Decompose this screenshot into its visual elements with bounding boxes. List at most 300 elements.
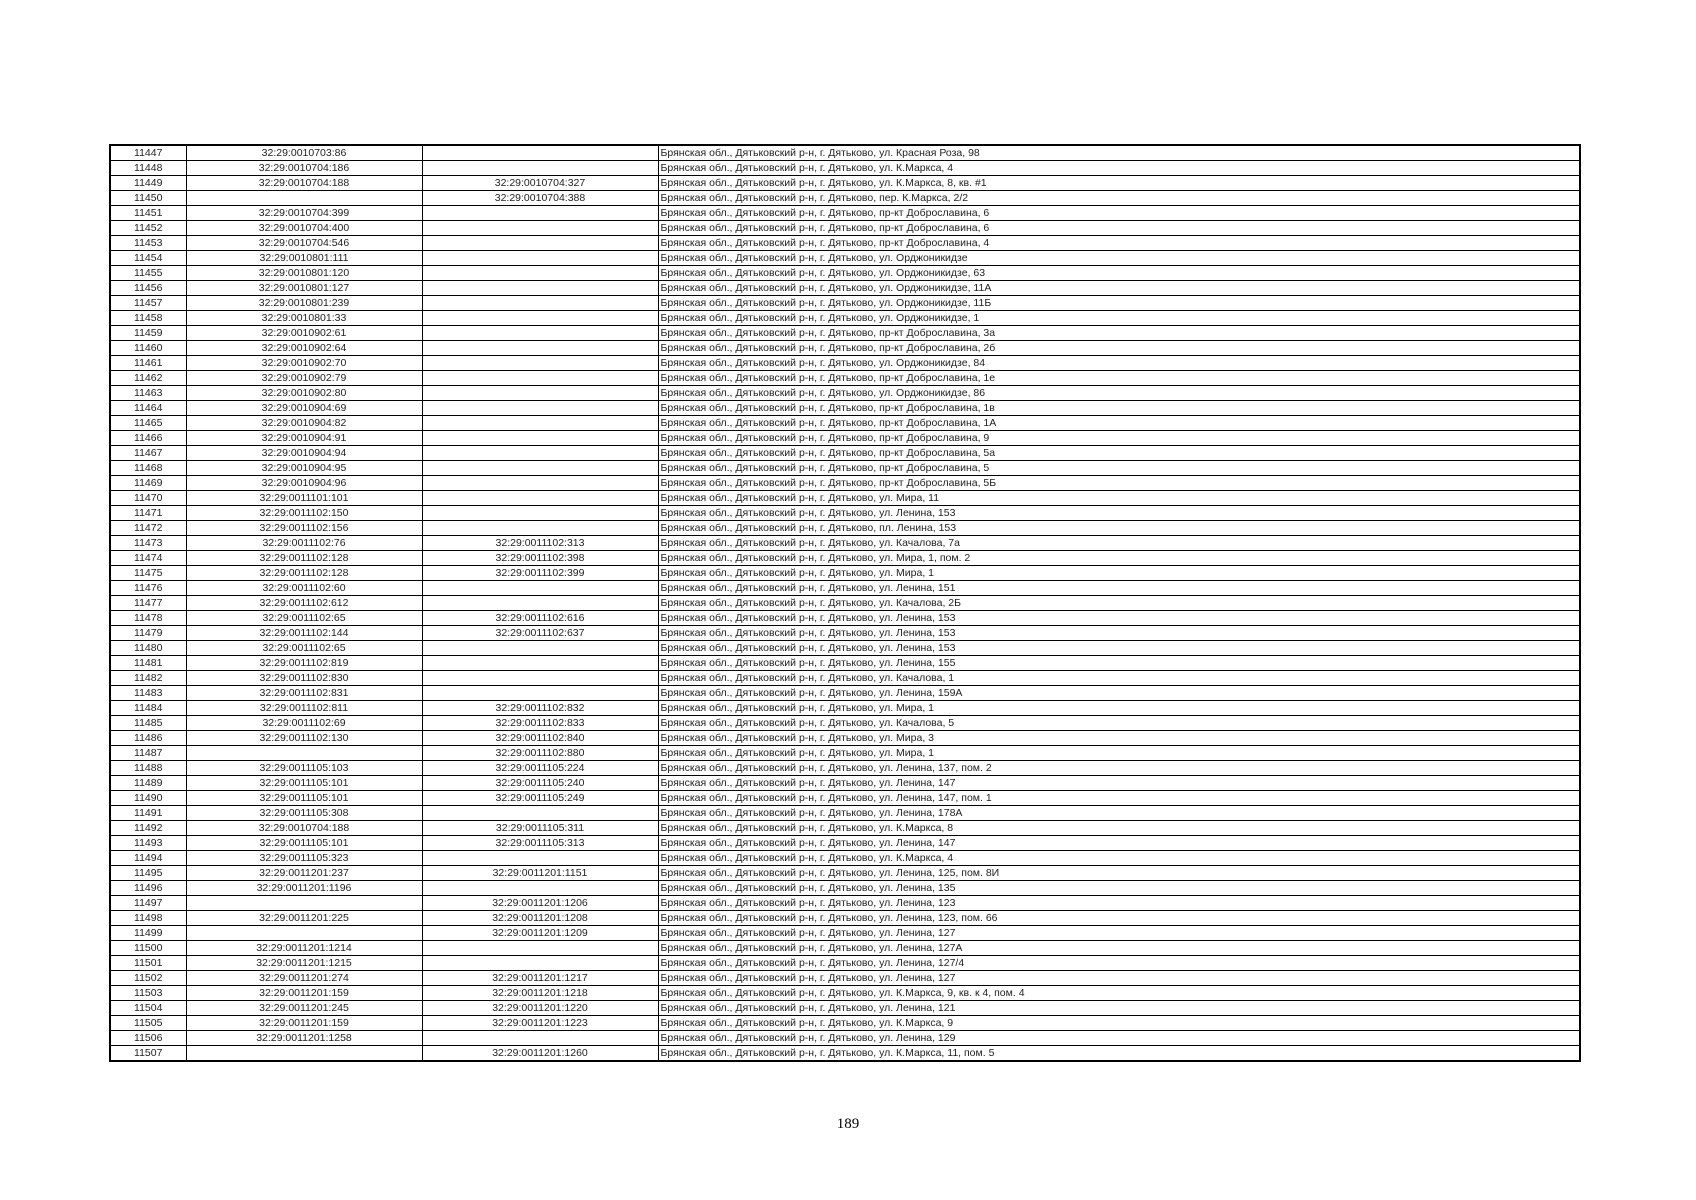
table-row [110, 1031, 1580, 1046]
address-cell: Брянская обл., Дятьковский р-н, г. Дятьково, ул. Мира, 1 [658, 746, 1580, 761]
address-cell: Брянская обл., Дятьковский р-н, г. Дятьково, пр-кт Доброславина, 5а [658, 446, 1580, 461]
object-cadastral-number-cell [422, 326, 658, 341]
row-number-cell: 11466 [110, 431, 186, 446]
object-cadastral-number-cell [422, 296, 658, 311]
address-cell: Брянская обл., Дятьковский р-н, г. Дятьково, пр-кт Доброславина, 9 [658, 431, 1580, 446]
address-cell: Брянская обл., Дятьковский р-н, г. Дятьково, пр-кт Доброславина, 2б [658, 341, 1580, 356]
object-cadastral-number-cell: 32:29:0011201:1223 [422, 1016, 658, 1031]
table-row [110, 266, 1580, 281]
object-cadastral-number-cell [422, 956, 658, 971]
address-cell: Брянская обл., Дятьковский р-н, г. Дятьково, пр-кт Доброславина, 1А [658, 416, 1580, 431]
object-cadastral-number-cell [422, 656, 658, 671]
address-cell: Брянская обл., Дятьковский р-н, г. Дятьково, ул. Ленина, 127 [658, 971, 1580, 986]
table-row [110, 356, 1580, 371]
row-number-cell: 11481 [110, 656, 186, 671]
address-cell: Брянская обл., Дятьковский р-н, г. Дятьково, ул. Ленина, 135 [658, 881, 1580, 896]
cadastral-number-cell: 32:29:0010904:94 [186, 446, 422, 461]
row-number-cell: 11467 [110, 446, 186, 461]
cadastral-number-cell: 32:29:0010704:188 [186, 821, 422, 836]
row-number-cell: 11457 [110, 296, 186, 311]
cadastral-number-cell: 32:29:0010904:82 [186, 416, 422, 431]
table-row [110, 971, 1580, 986]
row-number-cell: 11473 [110, 536, 186, 551]
address-cell: Брянская обл., Дятьковский р-н, г. Дятьково, ул. Ленина, 129 [658, 1031, 1580, 1046]
object-cadastral-number-cell [422, 446, 658, 461]
table-row [110, 386, 1580, 401]
table-row [110, 1046, 1580, 1062]
cadastral-number-cell: 32:29:0011201:1258 [186, 1031, 422, 1046]
cadastral-number-cell [186, 746, 422, 761]
address-cell: Брянская обл., Дятьковский р-н, г. Дятьково, пр-кт Доброславина, 6 [658, 206, 1580, 221]
cadastral-number-cell: 32:29:0011102:76 [186, 536, 422, 551]
address-cell: Брянская обл., Дятьковский р-н, г. Дятьково, ул. Ленина, 125, пом. 8И [658, 866, 1580, 881]
row-number-cell: 11495 [110, 866, 186, 881]
object-cadastral-number-cell: 32:29:0011105:311 [422, 821, 658, 836]
address-cell: Брянская обл., Дятьковский р-н, г. Дятьково, ул. К.Маркса, 8 [658, 821, 1580, 836]
row-number-cell: 11479 [110, 626, 186, 641]
cadastral-number-cell: 32:29:0011201:159 [186, 1016, 422, 1031]
row-number-cell: 11474 [110, 551, 186, 566]
table-row [110, 341, 1580, 356]
table-row [110, 1016, 1580, 1031]
address-cell: Брянская обл., Дятьковский р-н, г. Дятьково, ул. Орджоникидзе, 63 [658, 266, 1580, 281]
row-number-cell: 11463 [110, 386, 186, 401]
row-number-cell: 11468 [110, 461, 186, 476]
row-number-cell: 11475 [110, 566, 186, 581]
address-cell: Брянская обл., Дятьковский р-н, г. Дятьково, ул. Ленина, 123 [658, 896, 1580, 911]
cadastral-number-cell: 32:29:0011102:831 [186, 686, 422, 701]
object-cadastral-number-cell: 32:29:0011201:1206 [422, 896, 658, 911]
table-row [110, 311, 1580, 326]
object-cadastral-number-cell: 32:29:0011201:1260 [422, 1046, 658, 1062]
row-number-cell: 11478 [110, 611, 186, 626]
row-number-cell: 11488 [110, 761, 186, 776]
cadastral-number-cell: 32:29:0011201:159 [186, 986, 422, 1001]
address-cell: Брянская обл., Дятьковский р-н, г. Дятьково, ул. К.Маркса, 4 [658, 851, 1580, 866]
address-cell: Брянская обл., Дятьковский р-н, г. Дятьково, ул. Ленина, 178А [658, 806, 1580, 821]
object-cadastral-number-cell [422, 431, 658, 446]
row-number-cell: 11493 [110, 836, 186, 851]
table-row [110, 656, 1580, 671]
table-row [110, 176, 1580, 191]
row-number-cell: 11453 [110, 236, 186, 251]
table-row [110, 836, 1580, 851]
row-number-cell: 11492 [110, 821, 186, 836]
page-number: 189 [836, 1116, 860, 1132]
address-cell: Брянская обл., Дятьковский р-н, г. Дятьково, пл. Ленина, 153 [658, 521, 1580, 536]
object-cadastral-number-cell: 32:29:0011201:1220 [422, 1001, 658, 1016]
address-cell: Брянская обл., Дятьковский р-н, г. Дятьково, ул. Ленина, 127А [658, 941, 1580, 956]
row-number-cell: 11472 [110, 521, 186, 536]
object-cadastral-number-cell [422, 1031, 658, 1046]
object-cadastral-number-cell [422, 506, 658, 521]
cadastral-number-cell: 32:29:0011102:819 [186, 656, 422, 671]
table-row [110, 161, 1580, 176]
cadastral-number-cell: 32:29:0010704:186 [186, 161, 422, 176]
address-cell: Брянская обл., Дятьковский р-н, г. Дятьково, ул. Орджоникидзе, 11А [658, 281, 1580, 296]
address-cell: Брянская обл., Дятьковский р-н, г. Дятьково, ул. Ленина, 147 [658, 836, 1580, 851]
address-cell: Брянская обл., Дятьковский р-н, г. Дятьково, ул. Ленина, 153 [658, 626, 1580, 641]
object-cadastral-number-cell: 32:29:0011102:637 [422, 626, 658, 641]
table-row [110, 731, 1580, 746]
row-number-cell: 11456 [110, 281, 186, 296]
address-cell: Брянская обл., Дятьковский р-н, г. Дятьково, ул. Ленина, 155 [658, 656, 1580, 671]
address-cell: Брянская обл., Дятьковский р-н, г. Дятьково, ул. Качалова, 5 [658, 716, 1580, 731]
object-cadastral-number-cell: 32:29:0011102:616 [422, 611, 658, 626]
address-cell: Брянская обл., Дятьковский р-н, г. Дятьково, пр-кт Доброславина, 4 [658, 236, 1580, 251]
address-cell: Брянская обл., Дятьковский р-н, г. Дятьково, ул. К.Маркса, 9 [658, 1016, 1580, 1031]
table-row [110, 145, 1580, 161]
address-cell: Брянская обл., Дятьковский р-н, г. Дятьково, ул. Орджоникидзе, 84 [658, 356, 1580, 371]
object-cadastral-number-cell [422, 371, 658, 386]
table-row [110, 371, 1580, 386]
table-row [110, 1001, 1580, 1016]
table-row [110, 611, 1580, 626]
table-row [110, 191, 1580, 206]
row-number-cell: 11459 [110, 326, 186, 341]
address-cell: Брянская обл., Дятьковский р-н, г. Дятьково, ул. К.Маркса, 9, кв. к 4, пом. 4 [658, 986, 1580, 1001]
row-number-cell: 11454 [110, 251, 186, 266]
cadastral-number-cell [186, 896, 422, 911]
row-number-cell: 11489 [110, 776, 186, 791]
row-number-cell: 11497 [110, 896, 186, 911]
cadastral-number-cell: 32:29:0010801:120 [186, 266, 422, 281]
address-cell: Брянская обл., Дятьковский р-н, г. Дятьково, ул. Мира, 1 [658, 566, 1580, 581]
row-number-cell: 11469 [110, 476, 186, 491]
row-number-cell: 11480 [110, 641, 186, 656]
object-cadastral-number-cell: 32:29:0011201:1208 [422, 911, 658, 926]
property-registry-table [109, 144, 1581, 1062]
row-number-cell: 11471 [110, 506, 186, 521]
table-row [110, 986, 1580, 1001]
address-cell: Брянская обл., Дятьковский р-н, г. Дятьково, пр-кт Доброславина, 1в [658, 401, 1580, 416]
cadastral-number-cell: 32:29:0010902:70 [186, 356, 422, 371]
object-cadastral-number-cell [422, 266, 658, 281]
address-cell: Брянская обл., Дятьковский р-н, г. Дятьково, ул. Ленина, 137, пом. 2 [658, 761, 1580, 776]
address-cell: Брянская обл., Дятьковский р-н, г. Дятьково, ул. Ленина, 153 [658, 506, 1580, 521]
cadastral-number-cell: 32:29:0010902:61 [186, 326, 422, 341]
row-number-cell: 11461 [110, 356, 186, 371]
table-row [110, 461, 1580, 476]
object-cadastral-number-cell: 32:29:0011102:313 [422, 536, 658, 551]
registry-table-body [110, 145, 1580, 1061]
table-row [110, 821, 1580, 836]
address-cell: Брянская обл., Дятьковский р-н, г. Дятьково, ул. Орджоникидзе [658, 251, 1580, 266]
object-cadastral-number-cell: 32:29:0011102:880 [422, 746, 658, 761]
row-number-cell: 11462 [110, 371, 186, 386]
table-row [110, 761, 1580, 776]
object-cadastral-number-cell [422, 851, 658, 866]
table-row [110, 776, 1580, 791]
row-number-cell: 11451 [110, 206, 186, 221]
table-row [110, 881, 1580, 896]
row-number-cell: 11470 [110, 491, 186, 506]
object-cadastral-number-cell [422, 356, 658, 371]
cadastral-number-cell: 32:29:0011102:156 [186, 521, 422, 536]
table-row [110, 941, 1580, 956]
address-cell: Брянская обл., Дятьковский р-н, г. Дятьково, ул. Качалова, 2Б [658, 596, 1580, 611]
table-row [110, 416, 1580, 431]
cadastral-number-cell: 32:29:0011102:130 [186, 731, 422, 746]
object-cadastral-number-cell [422, 671, 658, 686]
object-cadastral-number-cell: 32:29:0011201:1151 [422, 866, 658, 881]
cadastral-number-cell: 32:29:0010801:111 [186, 251, 422, 266]
cadastral-number-cell: 32:29:0010704:546 [186, 236, 422, 251]
cadastral-number-cell: 32:29:0011201:245 [186, 1001, 422, 1016]
row-number-cell: 11485 [110, 716, 186, 731]
address-cell: Брянская обл., Дятьковский р-н, г. Дятьково, ул. Ленина, 147 [658, 776, 1580, 791]
table-row [110, 716, 1580, 731]
cadastral-number-cell: 32:29:0011102:65 [186, 611, 422, 626]
table-row [110, 476, 1580, 491]
object-cadastral-number-cell [422, 401, 658, 416]
cadastral-number-cell: 32:29:0010704:400 [186, 221, 422, 236]
cadastral-number-cell: 32:29:0010902:80 [186, 386, 422, 401]
address-cell: Брянская обл., Дятьковский р-н, г. Дятьково, ул. Ленина, 121 [658, 1001, 1580, 1016]
cadastral-number-cell: 32:29:0010902:64 [186, 341, 422, 356]
table-row [110, 866, 1580, 881]
object-cadastral-number-cell: 32:29:0011105:249 [422, 791, 658, 806]
object-cadastral-number-cell [422, 251, 658, 266]
object-cadastral-number-cell [422, 686, 658, 701]
table-row [110, 641, 1580, 656]
address-cell: Брянская обл., Дятьковский р-н, г. Дятьково, ул. Ленина, 147, пом. 1 [658, 791, 1580, 806]
object-cadastral-number-cell [422, 941, 658, 956]
object-cadastral-number-cell [422, 476, 658, 491]
cadastral-number-cell: 32:29:0011102:144 [186, 626, 422, 641]
table-row [110, 686, 1580, 701]
cadastral-number-cell: 32:29:0010902:79 [186, 371, 422, 386]
table-row [110, 791, 1580, 806]
table-row [110, 701, 1580, 716]
table-row [110, 251, 1580, 266]
address-cell: Брянская обл., Дятьковский р-н, г. Дятьково, ул. Орджоникидзе, 1 [658, 311, 1580, 326]
row-number-cell: 11455 [110, 266, 186, 281]
row-number-cell: 11496 [110, 881, 186, 896]
table-row [110, 401, 1580, 416]
table-row [110, 956, 1580, 971]
table-row [110, 551, 1580, 566]
address-cell: Брянская обл., Дятьковский р-н, г. Дятьково, ул. Ленина, 153 [658, 611, 1580, 626]
row-number-cell: 11482 [110, 671, 186, 686]
cadastral-number-cell: 32:29:0011102:811 [186, 701, 422, 716]
row-number-cell: 11447 [110, 145, 186, 161]
address-cell: Брянская обл., Дятьковский р-н, г. Дятьково, ул. Мира, 11 [658, 491, 1580, 506]
row-number-cell: 11449 [110, 176, 186, 191]
row-number-cell: 11501 [110, 956, 186, 971]
address-cell: Брянская обл., Дятьковский р-н, г. Дятьково, ул. Качалова, 7а [658, 536, 1580, 551]
table-row [110, 896, 1580, 911]
table-row [110, 431, 1580, 446]
object-cadastral-number-cell: 32:29:0011105:240 [422, 776, 658, 791]
object-cadastral-number-cell [422, 581, 658, 596]
table-row [110, 446, 1580, 461]
cadastral-number-cell [186, 926, 422, 941]
table-row [110, 926, 1580, 941]
cadastral-number-cell: 32:29:0010904:91 [186, 431, 422, 446]
cadastral-number-cell: 32:29:0010801:239 [186, 296, 422, 311]
table-row [110, 911, 1580, 926]
cadastral-number-cell: 32:29:0010904:69 [186, 401, 422, 416]
object-cadastral-number-cell [422, 521, 658, 536]
table-row [110, 296, 1580, 311]
cadastral-number-cell: 32:29:0010801:127 [186, 281, 422, 296]
object-cadastral-number-cell [422, 641, 658, 656]
cadastral-number-cell: 32:29:0010904:96 [186, 476, 422, 491]
address-cell: Брянская обл., Дятьковский р-н, г. Дятьково, ул. К.Маркса, 11, пом. 5 [658, 1046, 1580, 1062]
object-cadastral-number-cell: 32:29:0011201:1218 [422, 986, 658, 1001]
cadastral-number-cell: 32:29:0011102:65 [186, 641, 422, 656]
address-cell: Брянская обл., Дятьковский р-н, г. Дятьково, ул. Ленина, 153 [658, 641, 1580, 656]
row-number-cell: 11452 [110, 221, 186, 236]
object-cadastral-number-cell [422, 161, 658, 176]
row-number-cell: 11490 [110, 791, 186, 806]
table-row [110, 491, 1580, 506]
object-cadastral-number-cell: 32:29:0011201:1209 [422, 926, 658, 941]
address-cell: Брянская обл., Дятьковский р-н, г. Дятьково, ул. Ленина, 159А [658, 686, 1580, 701]
table-row [110, 851, 1580, 866]
cadastral-number-cell: 32:29:0010904:95 [186, 461, 422, 476]
row-number-cell: 11502 [110, 971, 186, 986]
cadastral-number-cell [186, 1046, 422, 1062]
row-number-cell: 11464 [110, 401, 186, 416]
cadastral-number-cell: 32:29:0011105:323 [186, 851, 422, 866]
row-number-cell: 11504 [110, 1001, 186, 1016]
address-cell: Брянская обл., Дятьковский р-н, г. Дятьково, пр-кт Доброславина, 6 [658, 221, 1580, 236]
address-cell: Брянская обл., Дятьковский р-н, г. Дятьково, ул. Мира, 1, пом. 2 [658, 551, 1580, 566]
row-number-cell: 11494 [110, 851, 186, 866]
object-cadastral-number-cell: 32:29:0011102:833 [422, 716, 658, 731]
object-cadastral-number-cell [422, 491, 658, 506]
address-cell: Брянская обл., Дятьковский р-н, г. Дятьково, ул. Орджоникидзе, 86 [658, 386, 1580, 401]
cadastral-number-cell: 32:29:0011102:128 [186, 566, 422, 581]
row-number-cell: 11507 [110, 1046, 186, 1062]
row-number-cell: 11465 [110, 416, 186, 431]
address-cell: Брянская обл., Дятьковский р-н, г. Дятьково, ул. Ленина, 127/4 [658, 956, 1580, 971]
cadastral-number-cell: 32:29:0011102:150 [186, 506, 422, 521]
cadastral-number-cell: 32:29:0011105:103 [186, 761, 422, 776]
row-number-cell: 11477 [110, 596, 186, 611]
address-cell: Брянская обл., Дятьковский р-н, г. Дятьково, ул. Ленина, 151 [658, 581, 1580, 596]
address-cell: Брянская обл., Дятьковский р-н, г. Дятьково, ул. Мира, 1 [658, 701, 1580, 716]
cadastral-number-cell: 32:29:0010704:188 [186, 176, 422, 191]
object-cadastral-number-cell: 32:29:0011105:224 [422, 761, 658, 776]
cadastral-number-cell: 32:29:0011102:128 [186, 551, 422, 566]
cadastral-number-cell [186, 191, 422, 206]
cadastral-number-cell: 32:29:0011201:274 [186, 971, 422, 986]
table-row [110, 206, 1580, 221]
cadastral-number-cell: 32:29:0011201:1196 [186, 881, 422, 896]
object-cadastral-number-cell: 32:29:0011102:832 [422, 701, 658, 716]
object-cadastral-number-cell [422, 221, 658, 236]
row-number-cell: 11499 [110, 926, 186, 941]
cadastral-number-cell: 32:29:0011105:101 [186, 776, 422, 791]
address-cell: Брянская обл., Дятьковский р-н, г. Дятьково, ул. Качалова, 1 [658, 671, 1580, 686]
object-cadastral-number-cell [422, 416, 658, 431]
cadastral-number-cell: 32:29:0011102:60 [186, 581, 422, 596]
row-number-cell: 11505 [110, 1016, 186, 1031]
object-cadastral-number-cell [422, 881, 658, 896]
cadastral-number-cell: 32:29:0011201:225 [186, 911, 422, 926]
object-cadastral-number-cell: 32:29:0010704:327 [422, 176, 658, 191]
cadastral-number-cell: 32:29:0010704:399 [186, 206, 422, 221]
object-cadastral-number-cell: 32:29:0011102:398 [422, 551, 658, 566]
table-row [110, 746, 1580, 761]
object-cadastral-number-cell [422, 281, 658, 296]
object-cadastral-number-cell [422, 461, 658, 476]
row-number-cell: 11460 [110, 341, 186, 356]
cadastral-number-cell: 32:29:0011102:830 [186, 671, 422, 686]
table-row [110, 596, 1580, 611]
cadastral-number-cell: 32:29:0010801:33 [186, 311, 422, 326]
object-cadastral-number-cell [422, 311, 658, 326]
row-number-cell: 11448 [110, 161, 186, 176]
table-row [110, 626, 1580, 641]
address-cell: Брянская обл., Дятьковский р-н, г. Дятьково, ул. Ленина, 123, пом. 66 [658, 911, 1580, 926]
table-row [110, 581, 1580, 596]
cadastral-number-cell: 32:29:0011101:101 [186, 491, 422, 506]
table-row [110, 806, 1580, 821]
cadastral-number-cell: 32:29:0011102:612 [186, 596, 422, 611]
object-cadastral-number-cell [422, 386, 658, 401]
object-cadastral-number-cell [422, 341, 658, 356]
table-row [110, 221, 1580, 236]
row-number-cell: 11503 [110, 986, 186, 1001]
cadastral-number-cell: 32:29:0010703:86 [186, 145, 422, 161]
table-row [110, 566, 1580, 581]
table-row [110, 506, 1580, 521]
address-cell: Брянская обл., Дятьковский р-н, г. Дятьково, пр-кт Доброславина, 5Б [658, 476, 1580, 491]
address-cell: Брянская обл., Дятьковский р-н, г. Дятьково, пер. К.Маркса, 2/2 [658, 191, 1580, 206]
table-row [110, 671, 1580, 686]
cadastral-number-cell: 32:29:0011105:101 [186, 791, 422, 806]
address-cell: Брянская обл., Дятьковский р-н, г. Дятьково, ул. Мира, 3 [658, 731, 1580, 746]
address-cell: Брянская обл., Дятьковский р-н, г. Дятьково, ул. Орджоникидзе, 11Б [658, 296, 1580, 311]
address-cell: Брянская обл., Дятьковский р-н, г. Дятьково, ул. Красная Роза, 98 [658, 145, 1580, 161]
cadastral-number-cell: 32:29:0011201:1214 [186, 941, 422, 956]
row-number-cell: 11476 [110, 581, 186, 596]
object-cadastral-number-cell: 32:29:0011102:840 [422, 731, 658, 746]
object-cadastral-number-cell: 32:29:0010704:388 [422, 191, 658, 206]
object-cadastral-number-cell: 32:29:0011102:399 [422, 566, 658, 581]
table-row [110, 236, 1580, 251]
address-cell: Брянская обл., Дятьковский р-н, г. Дятьково, пр-кт Доброславина, 1е [658, 371, 1580, 386]
row-number-cell: 11487 [110, 746, 186, 761]
cadastral-number-cell: 32:29:0011105:101 [186, 836, 422, 851]
row-number-cell: 11500 [110, 941, 186, 956]
cadastral-number-cell: 32:29:0011201:237 [186, 866, 422, 881]
row-number-cell: 11483 [110, 686, 186, 701]
object-cadastral-number-cell [422, 145, 658, 161]
object-cadastral-number-cell [422, 206, 658, 221]
object-cadastral-number-cell [422, 596, 658, 611]
row-number-cell: 11486 [110, 731, 186, 746]
object-cadastral-number-cell: 32:29:0011201:1217 [422, 971, 658, 986]
table-row [110, 521, 1580, 536]
table-row [110, 281, 1580, 296]
table-row [110, 536, 1580, 551]
table-row [110, 326, 1580, 341]
row-number-cell: 11506 [110, 1031, 186, 1046]
address-cell: Брянская обл., Дятьковский р-н, г. Дятьково, пр-кт Доброславина, 3а [658, 326, 1580, 341]
cadastral-number-cell: 32:29:0011102:69 [186, 716, 422, 731]
cadastral-number-cell: 32:29:0011105:308 [186, 806, 422, 821]
cadastral-number-cell: 32:29:0011201:1215 [186, 956, 422, 971]
row-number-cell: 11491 [110, 806, 186, 821]
object-cadastral-number-cell: 32:29:0011105:313 [422, 836, 658, 851]
row-number-cell: 11484 [110, 701, 186, 716]
address-cell: Брянская обл., Дятьковский р-н, г. Дятьково, пр-кт Доброславина, 5 [658, 461, 1580, 476]
